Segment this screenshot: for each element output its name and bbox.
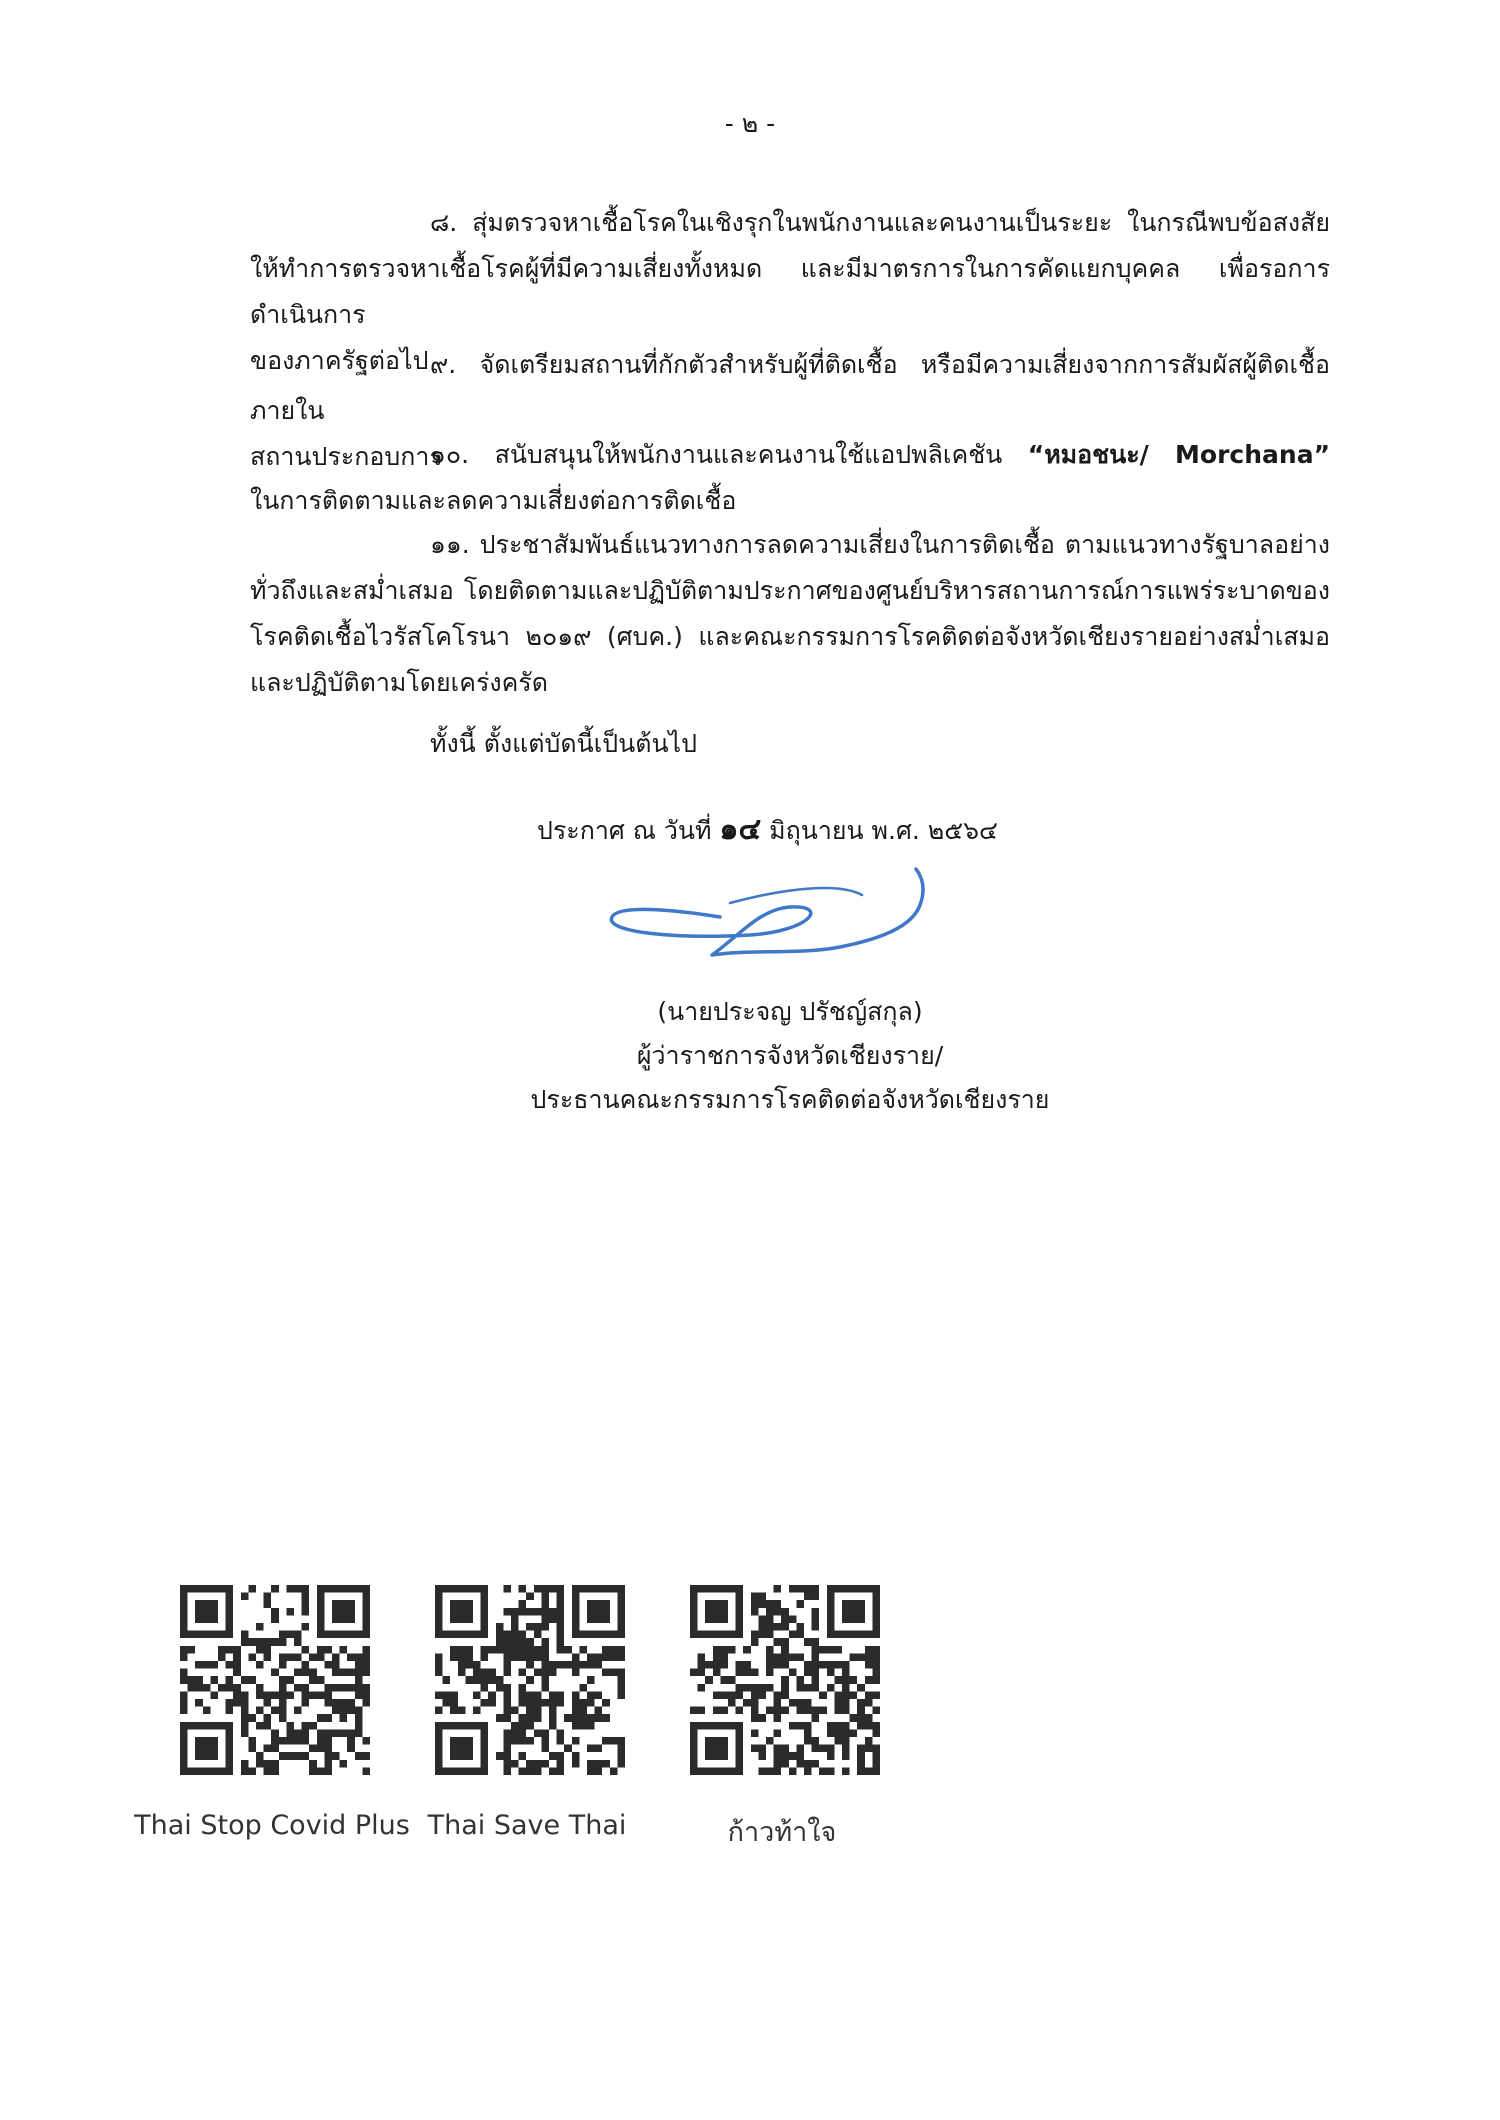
paragraph-9-line-1: ๙. จัดเตรียมสถานที่กักตัวสำหรับผู้ที่ติดเชื้อ หรือมีความเสี่ยงจากการสัมผัสผู้ติดเชื้อ ภายใน — [250, 350, 1330, 425]
qr-code-kao-ta-jai[interactable] — [690, 1585, 880, 1775]
paragraph-10-line-1: ๑๐. สนับสนุนให้พนักงานและคนงานใช้แอปพลิเคชัน — [430, 440, 1003, 469]
date-prefix: ประกาศ ณ วันที่ — [537, 816, 712, 845]
paragraph-9-line-2: สถานประกอบการ — [250, 442, 443, 471]
signatory-block — [480, 990, 1100, 1122]
paragraph-8-line-3: ของภาครัฐต่อไป — [250, 346, 429, 375]
paragraph-8-line-1: ๘. สุ่มตรวจหาเชื้อโรคในเชิงรุกในพนักงานและคนงานเป็นระยะ ในกรณีพบข้อสงสัย — [430, 208, 1330, 237]
app-name-morchana: “หมอชนะ/ Morchana” — [1027, 440, 1330, 469]
paragraph-11-line-2: ทั่วถึงและสม่ำเสมอ โดยติดตามและปฏิบัติตามประกาศของศูนย์บริหารสถานการณ์การแพร่ระบาดของ — [250, 576, 1330, 605]
signatory-title-committee-chair: ประธานคณะกรรมการโรคติดต่อจังหวัดเชียงราย — [530, 1085, 1050, 1114]
paragraph-11-line-4: และปฏิบัติตามโดยเคร่งครัด — [250, 668, 548, 697]
qr-label-thai-stop-covid-plus: Thai Stop Covid Plus — [134, 1810, 410, 1841]
signatory-title-governor: ผู้ว่าราชการจังหวัดเชียงราย/ — [636, 1041, 944, 1070]
paragraph-8-line-2: ให้ทำการตรวจหาเชื้อโรคผู้ที่มีความเสี่ยงทั้งหมด และมีมาตรการในการคัดแยกบุคคล เพื่อรอการดำเนินการ — [250, 254, 1330, 329]
closing-statement: ทั้งนี้ ตั้งแต่บัดนี้เป็นต้นไป — [430, 729, 697, 758]
date-day: ๑๔ — [719, 812, 762, 847]
date-month-year: มิถุนายน พ.ศ. ๒๕๖๔ — [769, 816, 998, 845]
paragraph-10 — [250, 432, 1330, 524]
paragraph-10-line-2: ในการติดตามและลดความเสี่ยงต่อการติดเชื้อ — [250, 486, 737, 515]
handwritten-signature — [600, 865, 970, 975]
qr-code-thai-save-thai[interactable] — [435, 1585, 625, 1775]
signatory-name: (นายประจญ ปรัชญ์สกุล) — [657, 997, 923, 1026]
paragraph-11-line-1: ๑๑. ประชาสัมพันธ์แนวทางการลดความเสี่ยงในการติดเชื้อ ตามแนวทางรัฐบาลอย่าง — [430, 530, 1330, 559]
page-number: - ๒ - — [724, 109, 776, 138]
qr-code-thai-stop-covid-plus[interactable] — [180, 1585, 370, 1775]
qr-label-thai-save-thai: Thai Save Thai — [427, 1810, 627, 1841]
announcement-date — [537, 806, 998, 853]
paragraph-11 — [250, 522, 1330, 706]
qr-label-kao-ta-jai: ก้าวท้าใจ — [727, 1817, 837, 1848]
paragraph-11-line-3: โรคติดเชื้อไวรัสโคโรนา ๒๐๑๙ (ศบค.) และคณะกรรมการโรคติดต่อจังหวัดเชียงรายอย่างสม่ำเสมอ — [250, 622, 1330, 651]
